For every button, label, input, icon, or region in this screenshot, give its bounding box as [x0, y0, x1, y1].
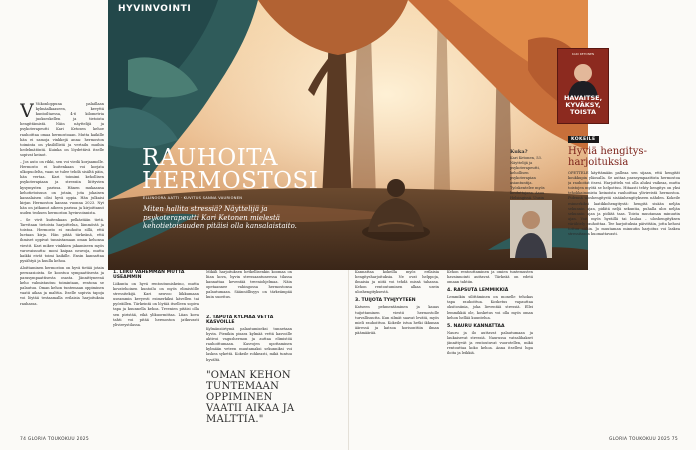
book-author: KARI KETONEN	[571, 52, 595, 56]
sidebar-text: OPETTELE käyttämään palleaa sen sijaan, että hengität koukkupin yläosalla. Se auttaa parasympaattista hermostoa ja rauhoitat itsesi. Harjoittelu voi olla aluksi vaikeaa, mutta toistojen myötä se helpottuu. Hitaasti tehty hengitys on yksi tehokkaimmista keinoista rauhoittaa ylivireistä hermostoa. Pidennä uloshengitystä sisäänhengitykseen nähden. Kokeile esimerkiksi laatikkohengitystä: hengitä sisään neljän sekunnin ajan, pidätä neljä sekuntia, puhalla ulos neljän sekunnin ajan ja pidätä taas. Toista muutaman minuutin ajan. Voit myös hyräillä tai laulaa – uloshengityksen värähtely rauhoittaa. Tee harjoituksia päivittäin, jotta kehosi tottuu niihin. Jo muutaman minuutin harjoitus voi laskea stressitasoa huomattavasti.	[568, 171, 680, 237]
byline: ELLINOORA AATTI · KUVITUS SANNA VAURIONEN	[143, 196, 243, 200]
body-paragraph: – Jos auto on rikki, sen voi viedä korjaamolle. Hermosto ei kuitenkaan voi korjata ulkopuolelta, vaan se tulee tehdä sisältä päin, hän vertaa. Kari toimimi kehollisen psykoterapiaan ja stressiin liittyvien kysymysten parissa. Hänen mukaansa kehotietoisuus on jotain, jota jokaisen kansalaisen olisi hyvä oppia. Hän julkaisi kirjan Hermoston kanssa vuonna 2023. Nyt hän on jatkanut aiheen parissa ja kirjoittanut uuden teoksen hermoston hyvinvoinnista.	[20, 160, 104, 215]
folio-left: 74 GLORIA TOUKOKUU 2025	[20, 437, 89, 442]
heading-2: 2. TAPUTA KYLMÄÄ VETTÄ KASVOILLE	[206, 315, 274, 325]
heading-4: 4. RAPSUTA LEMMIKKIÄ	[447, 288, 509, 294]
body-paragraph: – Se vivit kuitenkaan pelkästään tietä. Tarvitaan tietoista harjoittelua, lämmöstä ja toistoa. Hermosto ei rauhoitu sillä, että luetaan kirja. Hän pitää tärkeänä, että ihmiset oppivat tunnistamaan oman kehonsa viestit. Kari mikee vinkkien jakamiseen myös varovaisuutta: moni kaipaa neuvoja, mutta kaikki eivät toimi kaikille. Ensin kannattaa pysähtyä ja kuulla kehoa.	[20, 218, 104, 263]
pull-quote: "OMAN KEHON TUNTEMAAN OPPIMINEN VAATII AIKAA JA MALTTIA."	[206, 370, 295, 425]
caption-text: Kari Ketonen, 53. Näyttelijä ja psykoterapeutti, kehollisen psykoterapian asiantuntija. Työskentelee myös kouluttajana. Asuu Helsingissä. Uusin	[510, 156, 545, 200]
intro-text: Viikonloppuna palaillaan kylmäalkaaseen, kevyttä kuntoiltaessa, 4-6 kilometria juokseskellen ja tietoista hengittämistä. Näin näyttelijä ja psykoterapeutti Kari Ketosen kehoe rauhoittaa omaa hermostoaan. Mutta kaikille hän ei samoja vinkkejä anna: hermoston toiminta on yksilöllistä ja vertailu muihin hedelmätöntä. Kuinka on löydettävä itselle sopivat keinot.	[20, 102, 104, 157]
body-paragraph: Liikunta on hyvä rentoutumiskeino, mutta kovatehoinen kuntoilu on myös elimistölle stressitekijä. Kari neuvoo liikkumaan useammin kevyesti esimerkiksi kävellen tai pyöräillen. Tärkeintä on löytää itselleen sopiva tapa ja kuunnella kehoa. Treenien pitäisi olla sen piristää, eikä ylikuormittaa. Liian kova tahti voi pitää hermoston jatkuvasti ylivireystilassa.	[113, 282, 199, 327]
heading-3: 3. TUIJOTA TYHJYYTEEN	[355, 298, 416, 304]
article-title	[142, 147, 318, 193]
portrait-icon	[510, 200, 552, 258]
body-paragraph: Aloittaminen hermoston on hyvä tietää jotain perusasioista. Se koostuu sympaattisesta ja parasympaattisesta osasta. Jännittyneenä keho valmistautuu toimintaan, rentona se palautuu. Oman kehon tuntemaan oppiminen vaatii aikaa ja malttia. Itselle sopivia tapoja voi löytää testaamalla erilaisia harjoituksia rauhassa.	[20, 265, 104, 306]
body-paragraph: Kylmänsiirtymä palautumiseksi tunnetaan hyvin. Pienikin pisara kylmää vettä kasvoille aktivoi vagushermon ja auttaa elimistöä rauhoittumaan. Kasvojen upottaminen kylmään veteen muutamaksi sekunniksi voi laskea sykettä. Kokeile rohkeasti, mikä tuntuu hyvältä.	[206, 327, 292, 362]
lead-paragraph: Miten hallita stressiä? Näyttelijä ja psykoterapeutti Kari Ketonen mielestä kehotietoisuuden pitäisi olla kansalaistaito.	[143, 205, 297, 230]
body-paragraph: Katseen pehmentäminen ja kauas tuijottaminen viestii hermostolle turvallisuutta. Kun silmät saavat levätä, myös mieli rauhoittuu. Kokeile istua hetki ikkunan ääressä ja katsoa horisonttiin ilman päämäärää.	[355, 305, 439, 335]
author-photo	[510, 200, 552, 258]
section-label: HYVINVOINTI	[118, 4, 192, 14]
body-paragraph: Lemmikin silittäminen on monelle tehokas tapa rauhoittua. Kosketus vapauttaa oksitosiinia, joka lieventää stressiä. Ellei lemmikkiä ole, kosketus voi olla myös oman kehon hellää kuuntelua.	[447, 295, 533, 320]
sidebar-title: Hyviä hengitysharjoituksia	[568, 146, 647, 168]
body-paragraph: Nauru ja ilo auttavat palautumaan ja laukaisevat stressiä. Naurussa vatsalihakset jännittyvät ja rentoutuvat vuorotellen, mikä rentouttaa koko kehoa. Anna itsellesi lupa iloita ja leikkiä.	[447, 330, 533, 356]
caption-title: Kuka?	[510, 149, 528, 155]
title-line-2: HERMOSTOSI	[142, 168, 319, 194]
folio-right: GLORIA TOUKOKUU 2025 75	[609, 437, 678, 442]
drop-cap: V	[20, 102, 34, 122]
body-paragraph: Kannattaa kokeilla myös erilaisia hengitysharjoituksia. Ne ovat helppoja, ilmaisia ja niitä voi tehdä missä tahansa. Kehon rentoutuminen alkaa usein uloshengityksestä.	[355, 270, 439, 295]
title-line-1: RAUHOITA	[142, 145, 279, 171]
column-2	[113, 270, 199, 430]
column-3-mid	[206, 315, 292, 367]
heading-5: 5. NAURU KANNATTAA	[447, 323, 505, 329]
intro-column	[20, 102, 104, 432]
kokeile-badge: KOKEILE	[568, 136, 599, 143]
column-4	[355, 270, 439, 430]
book-cover	[557, 48, 609, 124]
body-paragraph: Kehon rentouttaminen ja omien tuntemusten havainnointi auttavat. Tärkeää on edetä omaan tahtiin.	[447, 270, 533, 285]
body-paragraph: Mikäli harjoituksen hetkellisenkin koomaa on liian kova, hyvin stressaantuneessa tilassa kannattaa keventää treeniohjelmaa. Näin opetaannee vahingossa hermostonsa palautumaan. Säännöllisyys on tärkeämpää kuin suoritus.	[206, 270, 292, 300]
heading-1: 1. LIIKU VÄHEMMÄN MUTTA USEAMMIN	[113, 270, 185, 280]
book-illustration	[558, 57, 608, 97]
book-title: HAVAITSE, KYVÄKSY, TOISTA	[563, 94, 603, 116]
column-5	[447, 270, 533, 430]
